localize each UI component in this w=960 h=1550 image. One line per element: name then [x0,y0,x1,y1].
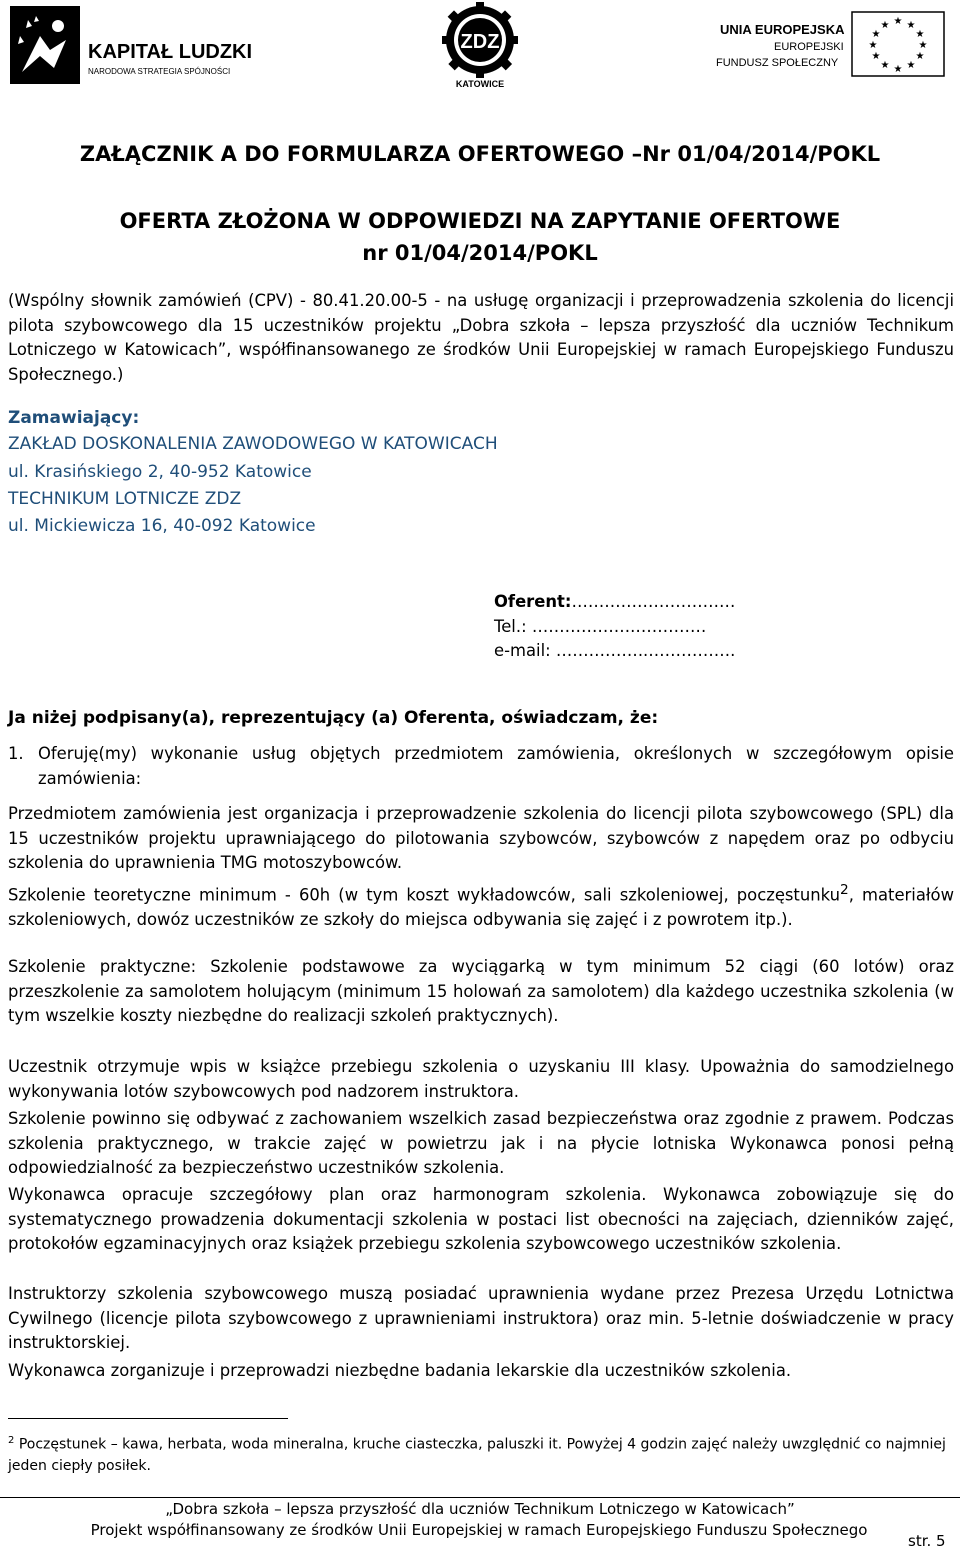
paragraph-scope: Przedmiotem zamówienia jest organizacja i przeprowadzenie szkolenia do licencji pilota szybowcowego (SPL) dla 15 uczestników projektu uprawniającego do pilotowania szybowców, szybowców z napędem oraz po odbyciu szkolenia do uprawnienia TMG motoszybowców. [8,804,954,872]
paragraph-medical: Wykonawca zorganizuje i przeprowadzi niezbędne badania lekarskie dla uczestników szkolenia. [8,1361,792,1380]
svg-text:★: ★ [915,29,925,40]
offer-title-line1: OFERTA ZŁOŻONA W ODPOWIEDZI NA ZAPYTANIE OFERTOWE [119,209,841,233]
bidder-email-line [494,639,735,664]
footer-project-title: „Dobra szkoła – lepsza przyszłość dla uczniów Technikum Lotniczego w Katowicach” [165,1500,795,1518]
footnote-ref: 2 [840,882,849,898]
bidder-name-blank: ………………………… [571,592,736,611]
declaration-heading: Ja niżej podpisany(a), reprezentujący (a) Oferenta, oświadczam, że: [8,708,659,728]
svg-text:★: ★ [880,60,890,71]
footer-cofinancing: Projekt współfinansowany ze środków Unii Europejskiej w ramach Europejskiego Funduszu Społecznego [90,1521,868,1539]
footnote-divider [8,1418,288,1419]
intro-paragraph: (Wspólny słownik zamówień (CPV) - 80.41.20.00-5 - na usługę organizacji i przeprowadzenia szkolenia do licencji pilota szybowcowego dla 15 uczestników projektu „Dobra szkoła – lepsza przyszłość dla uczniów Technikum Lotniczego w Katowicach”, współfinansowanego ze środków Unii Europejskiej w ramach Europejskiego Funduszu Społecznego.) [8,291,954,384]
paragraph-plan: Wykonawca opracuje szczegółowy plan oraz harmonogram szkolenia. Wykonawca zobowiązuje się do systematycznego prowadzenia dokumentacji szkolenia w postaci list obecności na zajęciach, dzienników zajęć, protokołów egzaminacyjnych oraz książek przebiegu szkolenia szybowcowego uczestników szkolenia. [8,1185,954,1253]
paragraph-safety: Szkolenie powinno się odbywać z zachowaniem wszelkich zasad bezpieczeństwa oraz zgodnie z prawem. Podczas szkolenia praktycznego, w trakcie zajęć w powietrzu jak i na płycie lotniska Wykonawca ponosi pełną odpowiedzialność za bezpieczeństwo uczestników szkolenia. [8,1109,954,1177]
eu-logo-line3: FUNDUSZ SPOŁECZNY [716,57,839,69]
ordering-party-line4: ul. Mickiewicza 16, 40-092 Katowice [8,516,316,536]
zdz-logo-text: ZDZ [460,31,500,53]
svg-text:★: ★ [880,20,890,31]
ordering-party-label: Zamawiający: [8,408,140,428]
svg-text:★: ★ [918,40,928,51]
svg-text:★: ★ [893,64,903,75]
kapital-ludzki-subtitle: NARODOWA STRATEGIA SPÓJNOŚCI [88,67,231,76]
footnote-number: 2 [8,1435,15,1446]
svg-text:★: ★ [915,51,925,62]
eu-logo [712,8,952,78]
list-item-number: 1. [8,744,24,763]
ordering-party-line2: ul. Krasińskiego 2, 40-952 Katowice [8,462,312,482]
eu-logo-line2: EUROPEJSKI [774,41,844,53]
bidder-block [494,590,735,664]
svg-text:★: ★ [871,29,881,40]
ordering-party-line1: ZAKŁAD DOSKONALENIA ZAWODOWEGO W KATOWICACH [8,434,498,454]
paragraph-theory-part1: Szkolenie teoretyczne minimum - 60h (w tym koszt wykładowców, sali szkoleniowej, poczęstunku [8,885,841,905]
footnote-text: Poczęstunek – kawa, herbata, woda mineralna, kruche ciasteczka, paluszki it. Powyżej 4 godzin zajęć należy uwzględnić co najmniej jeden ciepły posiłek. [8,1436,946,1474]
svg-text:★: ★ [906,60,916,71]
annex-title: ZAŁĄCZNIK A DO FORMULARZA OFERTOWEGO –Nr 01/04/2014/POKL [79,142,881,166]
paragraph-instructors: Instruktorzy szkolenia szybowcowego muszą posiadać uprawnienia wydane przez Prezesa Urzędu Lotnictwa Cywilnego (licencje pilota szybowcowego z uprawnieniami instruktora) oraz min. 5-letnie doświadczenie w pracy instruktorskiej. [8,1284,954,1352]
kapital-ludzki-logo [10,6,260,86]
bidder-tel-line [494,615,735,640]
kapital-ludzki-name: KAPITAŁ LUDZKI [88,41,253,63]
list-item [8,742,954,791]
svg-text:★: ★ [906,20,916,31]
paragraph-theory-part2: , materiałów szkoleniowych, dowóz uczestników ze szkoły do miejsca odbywania się zajęć i z powrotem itp.). [8,885,954,929]
zdz-logo-city: KATOWICE [455,79,505,89]
ordering-party-line3: TECHNIKUM LOTNICZE ZDZ [8,489,242,509]
bidder-tel-label: Tel.: [494,616,527,636]
bidder-email-label: e-mail: [494,641,551,660]
svg-text:★: ★ [893,16,903,27]
bidder-tel-blank: ……………….…………. [531,616,707,636]
footnote [8,1430,954,1477]
paragraph-logbook: Uczestnik otrzymuje wpis w książce przebiegu szkolenia o uzyskaniu III klasy. Upoważnia do samodzielnego wykonywania lotów szybowcowych pod nadzorem instruktora. [8,1057,954,1101]
list-item-text: Oferuję(my) wykonanie usług objętych przedmiotem zamówienia, określonych w szczegółowym opisie zamówienia: [38,744,954,788]
bidder-line [494,590,735,615]
footer-divider [0,1497,960,1498]
eu-logo-line1: UNIA EUROPEJSKA [720,22,845,37]
offer-title-line2: nr 01/04/2014/POKL [362,241,598,265]
paragraph-theory [8,878,954,932]
svg-text:★: ★ [868,40,878,51]
paragraph-practice: Szkolenie praktyczne: Szkolenie podstawowe za wyciągarką w tym minimum 52 ciągi (60 lotów) oraz przeszkolenie za samolotem holującym (minimum 15 holowań za samolotem) dla każdego uczestnika szkolenia (w tym wszelkie koszty niezbędne do realizacji szkoleń praktycznych). [8,957,954,1025]
svg-text:★: ★ [871,51,881,62]
bidder-label: Oferent: [494,592,572,611]
bidder-email-blank: ……………..……………. [555,641,736,660]
page-number: str. 5 [908,1532,946,1550]
eu-stars-icon [869,16,928,75]
zdz-logo [430,2,530,94]
